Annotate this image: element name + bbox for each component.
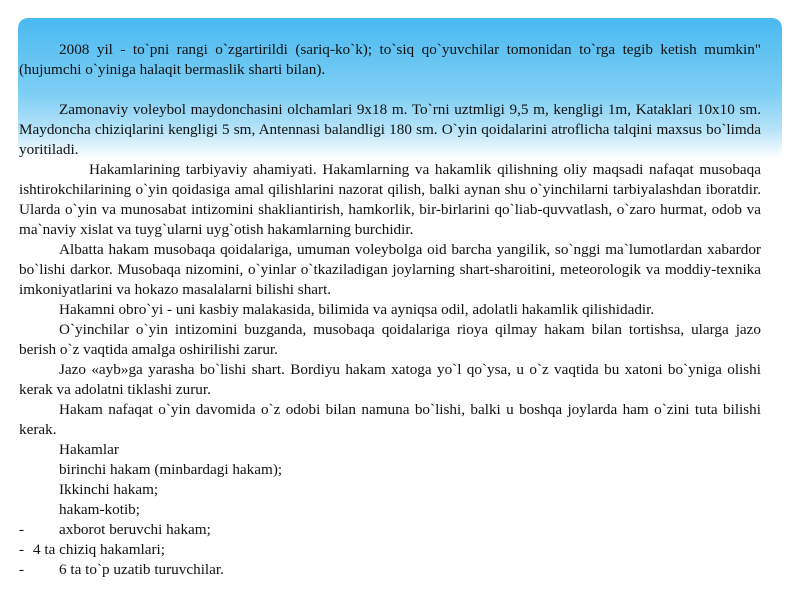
- list-item-text: 4 ta chiziq hakamlari;: [33, 541, 165, 558]
- list-item-text: 6 ta to`p uzatib turuvchilar.: [59, 561, 224, 578]
- paragraph-referee-conduct: Hakam nafaqat o`yin davomida o`z odobi bilan namuna bo`lishi, balki u boshqa joylarda ham o`zini tuta bilishi kerak.: [19, 401, 761, 438]
- paragraph-referee-reputation: Hakamni obro`yi - uni kasbiy malakasida, bilimida va ayniqsa odil, adolatli hakamlik qilishidadir.: [59, 301, 655, 318]
- paragraph-player-discipline: O`yinchilar o`yin intizomini buzganda, musobaqa qoidalariga rioya qilmay hakam bilan tortishsa, ularga jazo berish o`z vaqtida amalga oshirilishi zarur.: [19, 321, 761, 358]
- list-item-second-referee: Ikkinchi hakam;: [59, 481, 159, 498]
- list-heading-referees: Hakamlar: [59, 441, 119, 458]
- list-item-text: axborot beruvchi hakam;: [59, 521, 211, 538]
- dash-bullet: -: [19, 541, 25, 558]
- paragraph-fair-punishment: Jazo «ayb»ga yarasha bo`lishi shart. Bordiyu hakam xatoga yo`l qo`ysa, u o`z vaqtida bu xatoni bo`yniga olishi kerak va adolatni tiklashi zurur.: [19, 361, 761, 398]
- paragraph-referee-knowledge: Albatta hakam musobaqa qoidalariga, umuman voleybolga oid barcha yangilik, so`nggi ma`lumotlardan xabardor bo`lishi darkor. Musobaqa nizomini, o`yinlar o`tkaziladigan joylarning shart-sharoitini, meteorologik va moddiy-texnika imkoniyatlarini va hokazo masalalarni bilishi shart.: [19, 241, 761, 298]
- list-item-line-judges: [19, 540, 761, 560]
- blank-line: [19, 80, 761, 100]
- paragraph-court-dimensions: Zamonaviy voleybol maydonchasini olchamlari 9x18 m. To`rni uztmligi 9,5 m, kengligi 1m, Kataklari 10x10 sm. Maydoncha chiziqlarini kengligi 5 sm, Antennasi balandligi 180 sm. O`yin qoidalarini atroflicha talqini maxsus bo`limda yoritiladi.: [19, 101, 761, 158]
- dash-bullet: -: [19, 521, 25, 538]
- dash-bullet: -: [19, 561, 25, 578]
- list-item-ball-retrievers: [19, 560, 761, 580]
- list-item-announcer: [19, 520, 761, 540]
- paragraph-ball-color-2008: 2008 yil - to`pni rangi o`zgartirildi (sariq-ko`k); to`siq qo`yuvchilar tomonidan to`rga tegib ketish mumkin" (hujumchi o`yiniga halaqit bermaslik sharti bilan).: [19, 41, 761, 78]
- document-body: [19, 40, 761, 580]
- list-item-scorekeeper: hakam-kotib;: [59, 501, 140, 518]
- list-item-first-referee: birinchi hakam (minbardagi hakam);: [59, 461, 283, 478]
- paragraph-referee-educational-role: Hakamlarining tarbiyaviy ahamiyati. Hakamlarning va hakamlik qilishning oliy maqsadi nafaqat musobaqa ishtirokchilarining o`yin qoidasiga amal qilishlarini nazorat qilish, balki aynan shu o`yinchilarni tarbiyalashdan iboratdir. Ularda o`yin va munosabat intizomini shakliantirish, hamkorlik, bir-birlarini qo`liab-quvvatlash, o`zaro hurmat, odob va ma`naviy xislat va tuyg`ularni uyg`otish hakamlarning burchidir.: [19, 161, 761, 238]
